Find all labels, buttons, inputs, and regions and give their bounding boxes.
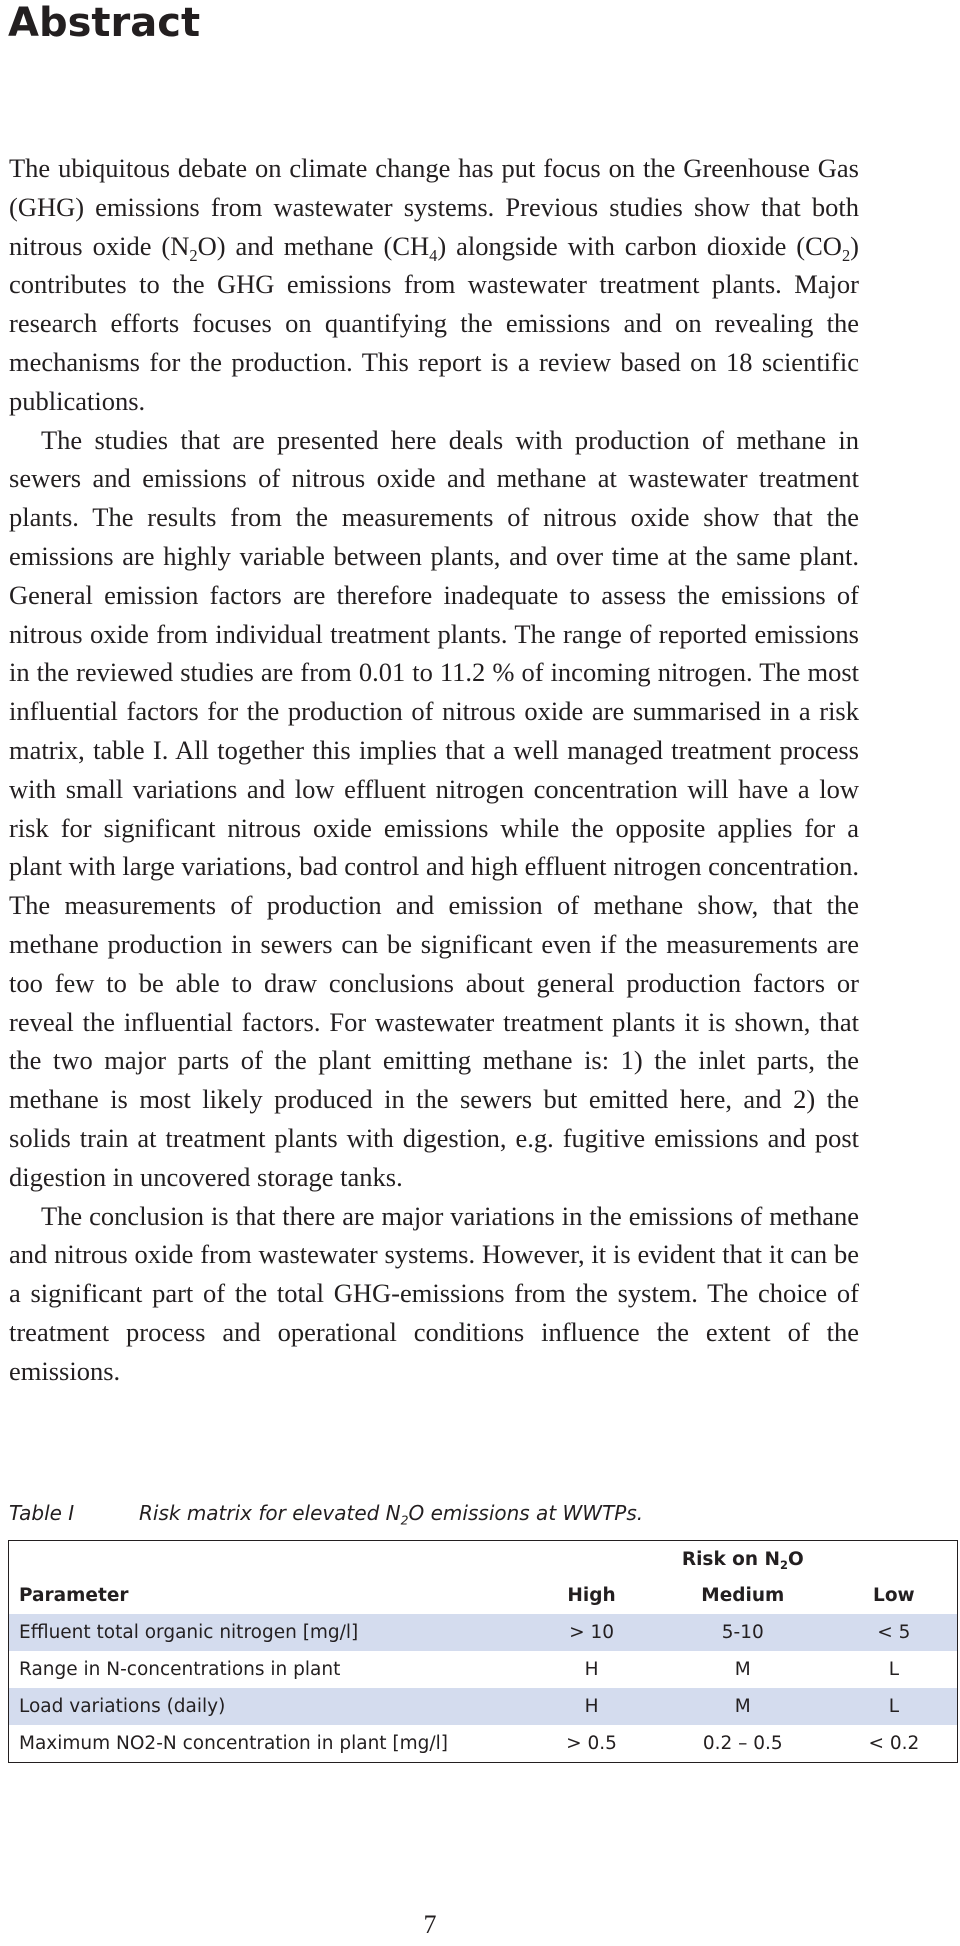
text-run: O emissions at WWTPs. [408, 1501, 644, 1525]
subscript: 2 [400, 1512, 409, 1528]
cell-parameter: Effluent total organic nitrogen [mg/l] [9, 1614, 528, 1651]
cell-parameter: Maximum NO2-N concentration in plant [mg/l] [19, 1733, 449, 1754]
cell-low: L [831, 1688, 957, 1725]
cell-medium: 5-10 [655, 1614, 831, 1651]
paragraph-2: The studies that are presented here deals with production of methane in sewers and emissions of nitrous oxide and methane at wastewater treatment plants. The results from the measurements of nitrous oxide show that the emissions are highly variable between plants, and over time at the same plant. General emission factors are therefore inadequate to assess the emissions of nitrous oxide from individual treatment plants. The range of reported emissions in the reviewed studies are from 0.01 to 11.2 % of incoming nitrogen. The most influential factors for the production of nitrous oxide are summarised in a risk matrix, table I. All together this implies that a well managed treatment process with small variations and low effluent nitrogen concentration will have a low risk for significant nitrous oxide emissions while the opposite applies for a plant with large variations, bad control and high effluent nitrogen concentration. The measurements of production and emission of methane show, that the methane production in sewers can be significant even if the measurements are too few to be able to draw conclusions about general production factors or reveal the influential factors. For wastewater treatment plants it is shown, that the two major parts of the plant emitting methane is: 1) the inlet parts, the methane is most likely produced in the sewers but emitted here, and 2) the solids train at treatment plants with digestion, e.g. fugitive emissions and post digestion in uncovered storage tanks. [9, 424, 859, 1192]
table-caption-text [139, 1501, 644, 1528]
text-run: ) contributes to the GHG emissions from wastewater treatment plants. Major research efforts focuses on quantifying the emissions and on revealing the mechanisms for the production. This report is a review based on 18 scientific publications. [9, 230, 859, 416]
abstract-body [9, 149, 859, 1391]
table-row [9, 1614, 957, 1651]
table-caption-label: Table I [9, 1501, 75, 1525]
cell-low: < 0.2 [868, 1733, 920, 1754]
group-header-risk [655, 1541, 831, 1577]
subscript: 2 [189, 245, 198, 265]
subscript: 4 [429, 245, 438, 265]
text-run: The ubiquitous debate on climate change has put focus on the Greenhouse Gas (GHG) emissions from wastewater systems. Previous studies show that both nitrous oxide (N [9, 153, 859, 261]
cell-low: L [888, 1659, 899, 1680]
table-column-header-row [9, 1577, 957, 1614]
cell-high: > 0.5 [566, 1733, 617, 1754]
table-row [9, 1725, 957, 1762]
column-header-parameter: Parameter [19, 1585, 129, 1606]
cell-high: H [528, 1688, 655, 1725]
table-caption [9, 1500, 949, 1526]
cell-high: H [584, 1659, 599, 1680]
paragraph-1 [9, 149, 859, 421]
cell-medium: 0.2 – 0.5 [702, 1733, 783, 1754]
risk-matrix-table [8, 1540, 958, 1763]
page-number: 7 [423, 1910, 437, 1939]
text-run: O) and methane (CH [197, 230, 430, 261]
text-run: Risk on N [681, 1548, 780, 1570]
cell-high: > 10 [528, 1614, 655, 1651]
text-run: Risk matrix for elevated N [139, 1501, 401, 1525]
cell-parameter: Range in N-concentrations in plant [19, 1659, 341, 1680]
table-row [9, 1651, 957, 1688]
subscript: 2 [780, 1557, 788, 1572]
paragraph-3: The conclusion is that there are major variations in the emissions of methane and nitrous oxide from wastewater systems. However, it is evident that it can be a significant part of the total GHG-emissions from the system. The choice of treatment process and operational conditions influence the extent of the emissions. [9, 1200, 859, 1386]
text-run: O [787, 1548, 804, 1570]
subscript: 2 [841, 245, 851, 265]
column-header-high: High [567, 1585, 616, 1606]
table-group-header-row [9, 1541, 957, 1577]
cell-low: < 5 [831, 1614, 957, 1651]
section-heading: Abstract [8, 0, 201, 46]
text-run: ) alongside with carbon dioxide (CO [437, 230, 842, 261]
cell-medium: M [734, 1659, 751, 1680]
table-row [9, 1688, 957, 1725]
cell-parameter: Load variations (daily) [9, 1688, 528, 1725]
column-header-low: Low [873, 1585, 915, 1606]
cell-medium: M [655, 1688, 831, 1725]
column-header-medium: Medium [701, 1585, 785, 1606]
